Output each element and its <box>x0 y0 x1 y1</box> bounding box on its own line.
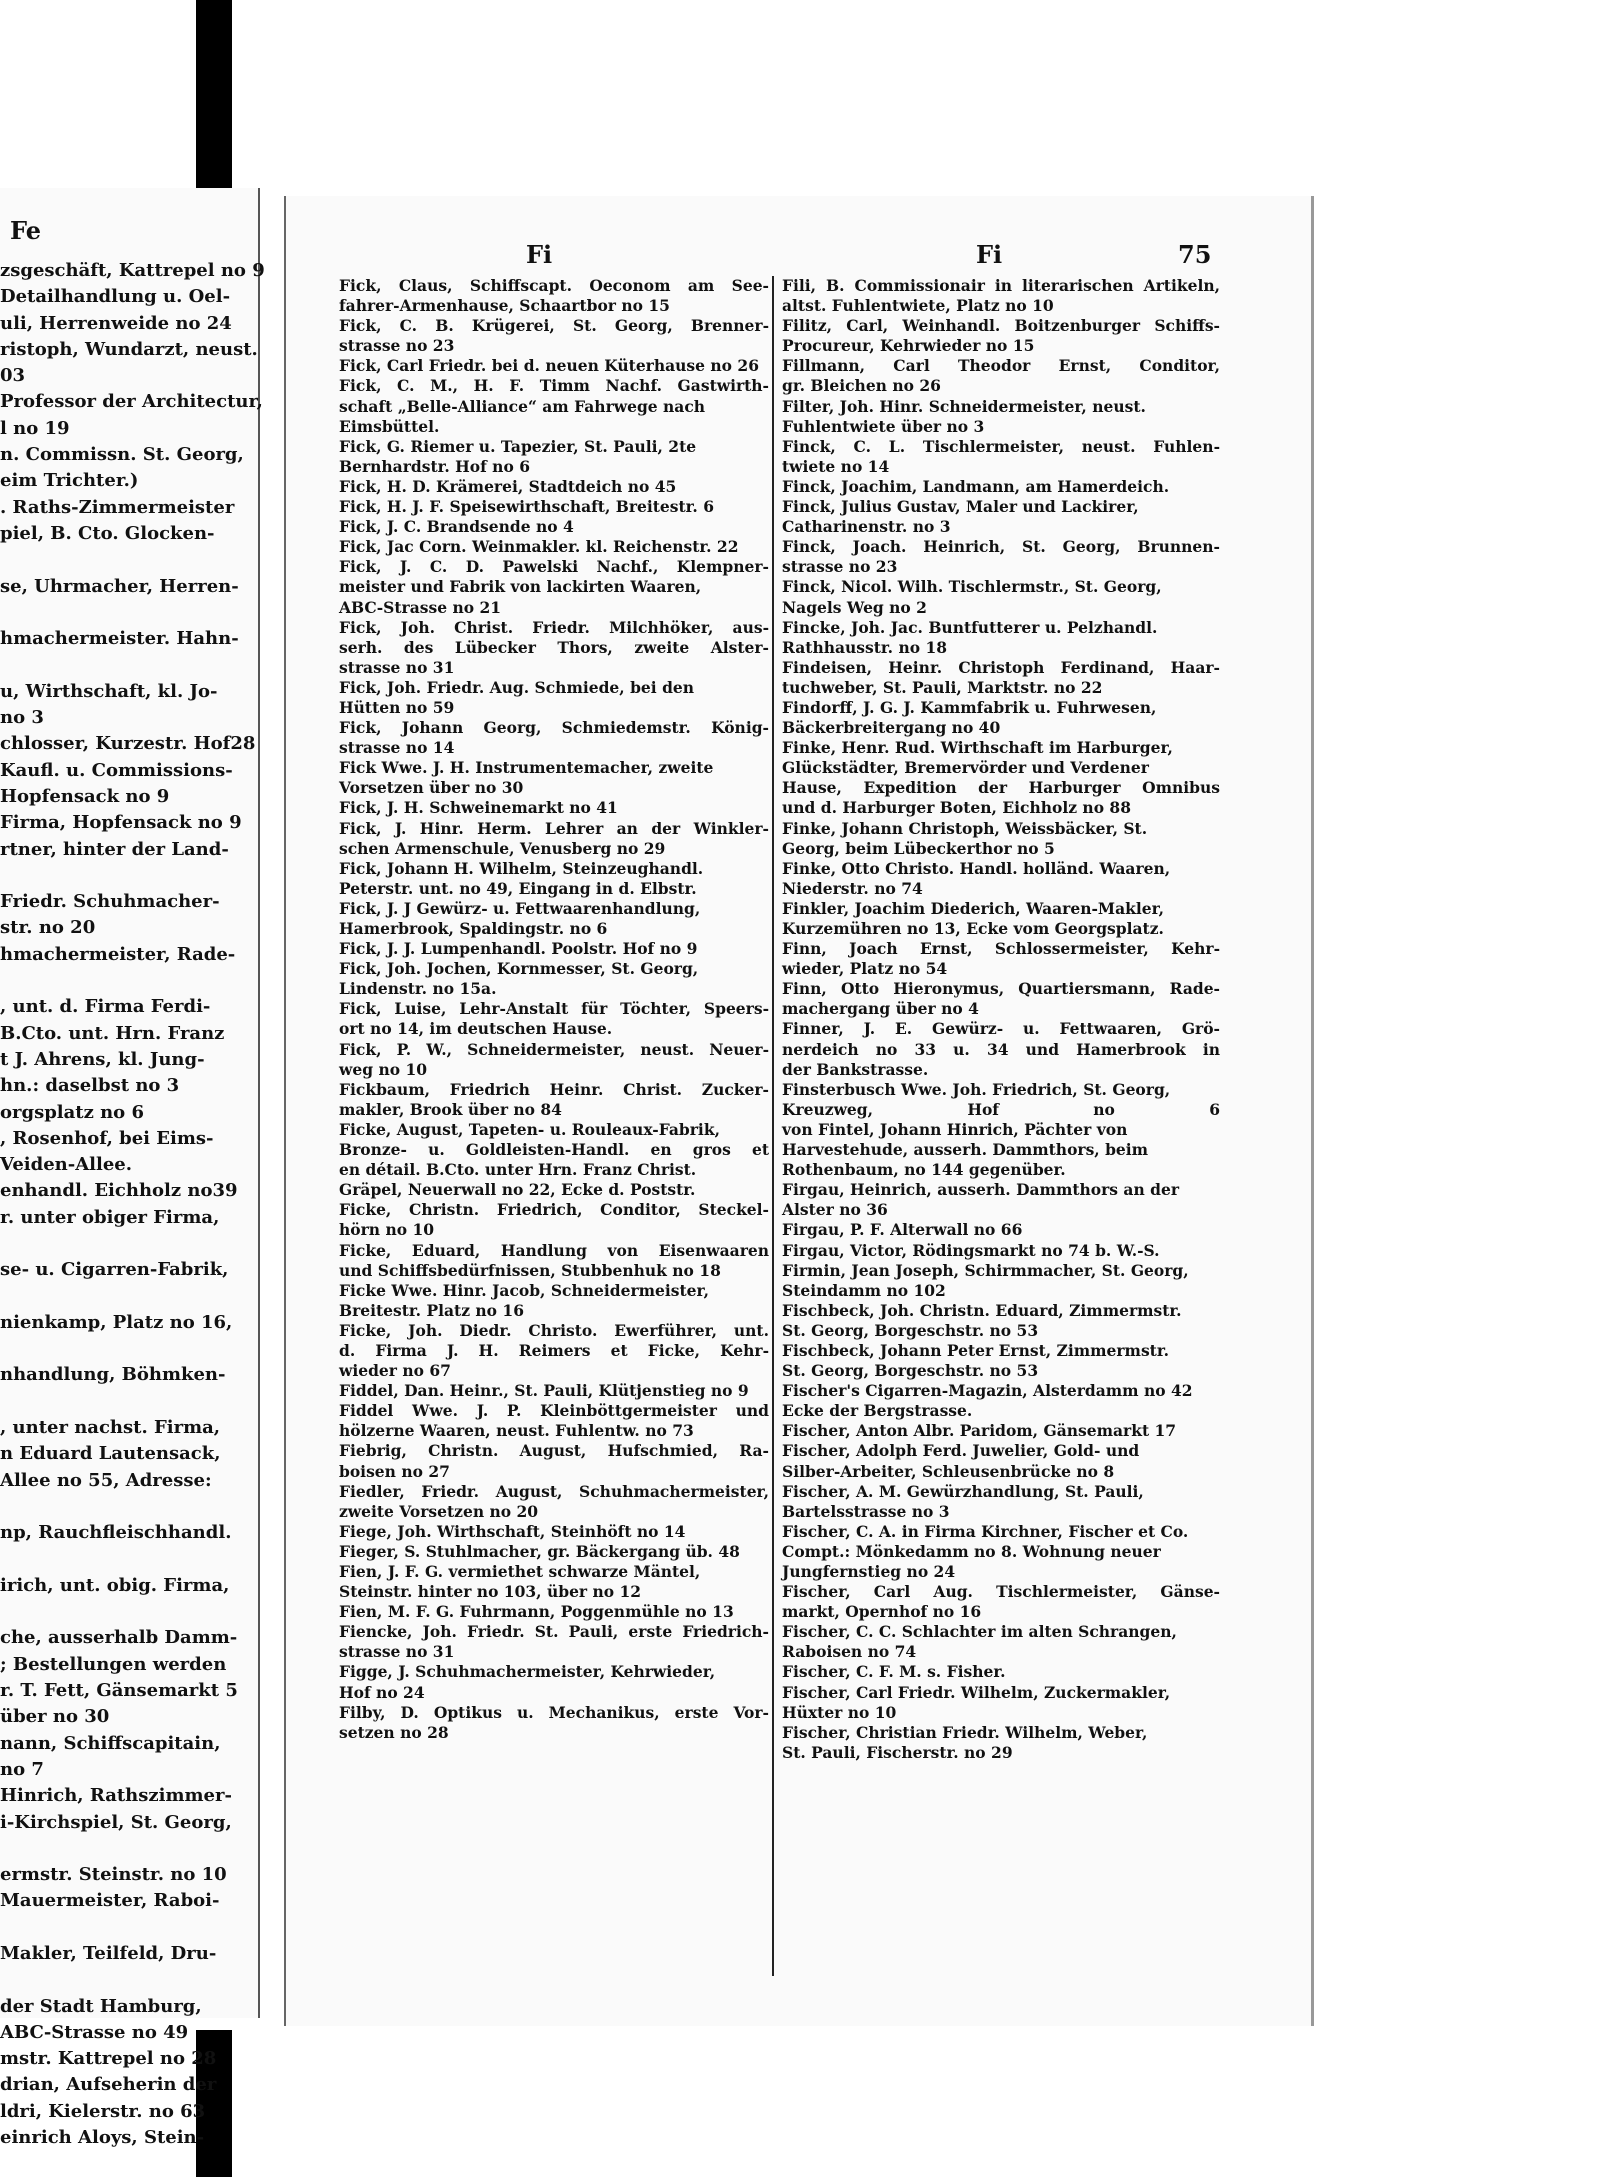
directory-line: Fick, C. M., H. F. Timm Nachf. Gastwirth- <box>339 376 769 396</box>
left-page-line: np, Rauchfleischhandl. <box>0 1522 232 1544</box>
left-page-line: Detailhandlung u. Oel- <box>0 286 231 308</box>
directory-line: Fick, Johann Georg, Schmiedemstr. König- <box>339 718 769 738</box>
left-page-line <box>0 1967 258 1993</box>
left-page-line: t J. Ahrens, kl. Jung- <box>0 1048 205 1070</box>
left-page-line: enhandl. Eichholz no39 <box>0 1180 238 1202</box>
directory-line: Fischbeck, Johann Peter Ernst, Zimmermstr. <box>782 1340 1169 1360</box>
left-page-line: nhandlung, Böhmken- <box>0 1364 226 1386</box>
left-page-line <box>0 1389 258 1415</box>
directory-line: Steindamm no 102 <box>782 1280 946 1300</box>
left-page-line <box>0 547 258 573</box>
directory-line: gr. Bleichen no 26 <box>782 376 941 396</box>
directory-line: Firgau, P. F. Alterwall no 66 <box>782 1220 1023 1240</box>
left-page-line: no 7 <box>0 1758 44 1780</box>
left-page-line: che, ausserhalb Damm- <box>0 1627 238 1649</box>
directory-line: Peterstr. unt. no 49, Eingang in d. Elbstr. <box>339 878 697 898</box>
left-page-line: i-Kirchspiel, St. Georg, <box>0 1811 232 1833</box>
left-page-text <box>0 258 265 2151</box>
directory-line: schen Armenschule, Venusberg no 29 <box>339 838 666 858</box>
directory-line: Fick, G. Riemer u. Tapezier, St. Pauli, 2te <box>339 436 697 456</box>
directory-line: zweite Vorsetzen no 20 <box>339 1501 539 1521</box>
directory-line: Silber-Arbeiter, Schleusenbrücke no 8 <box>782 1461 1115 1481</box>
directory-line: Fili, B. Commissionair in literarischen Artikeln, <box>782 276 1220 295</box>
directory-line: en détail. B.Cto. unter Hrn. Franz Christ. <box>339 1160 697 1180</box>
left-page-line: chlosser, Kurzestr. Hof28 <box>0 733 256 755</box>
directory-column-b <box>782 276 1220 1763</box>
left-page-line: B.Cto. unt. Hrn. Franz <box>0 1022 225 1044</box>
directory-line: Filter, Joh. Hinr. Schneidermeister, neust. <box>782 396 1146 416</box>
directory-line: Niederstr. no 74 <box>782 878 923 898</box>
directory-line: Hütten no 59 <box>339 697 455 717</box>
left-page-line <box>0 968 258 994</box>
directory-line: Kurzemühren no 13, Ecke vom Georgsplatz. <box>782 919 1164 938</box>
left-page-line: Allee no 55, Adresse: <box>0 1469 212 1491</box>
directory-line: Finck, Nicol. Wilh. Tischlermstr., St. Georg, <box>782 577 1162 597</box>
directory-line: tuchweber, St. Pauli, Marktstr. no 22 <box>782 677 1103 697</box>
directory-line: weg no 10 <box>339 1059 428 1079</box>
directory-line: St. Pauli, Fischerstr. no 29 <box>782 1742 1013 1762</box>
directory-line: Fien, J. F. G. vermiethet schwarze Mäntel, <box>339 1562 701 1581</box>
page-number: 75 <box>1178 240 1212 269</box>
left-page-line: Friedr. Schuhmacher- <box>0 891 220 913</box>
directory-line: Fien, M. F. G. Fuhrmann, Poggenmühle no 13 <box>339 1602 734 1622</box>
directory-line: Rothenbaum, no 144 gegenüber. <box>782 1160 1066 1180</box>
directory-line: schaft „Belle-Alliance“ am Fahrwege nach <box>339 396 706 416</box>
directory-line: Fickbaum, Friedrich Heinr. Christ. Zucker- <box>339 1079 769 1099</box>
directory-line: Finke, Johann Christoph, Weissbäcker, St. <box>782 818 1148 838</box>
directory-line: serh. des Lübecker Thors, zweite Alster- <box>339 637 769 657</box>
directory-line: St. Georg, Borgeschstr. no 53 <box>782 1320 1039 1340</box>
directory-line: Fick, J. C. Brandsende no 4 <box>339 517 574 537</box>
directory-line: Finn, Joach Ernst, Schlossermeister, Kehr- <box>782 939 1220 959</box>
column-a-header: Fi <box>526 240 553 269</box>
directory-line: Bäckerbreitergang no 40 <box>782 718 1001 738</box>
directory-line: Finner, J. E. Gewürz- u. Fettwaaren, Grö- <box>782 1019 1220 1039</box>
directory-line: strasse no 23 <box>339 336 455 356</box>
directory-line: Raboisen no 74 <box>782 1642 917 1662</box>
left-page-header: Fe <box>10 216 41 245</box>
left-page-line: . Raths-Zimmermeister <box>0 496 235 518</box>
directory-line: Fick, Joh. Friedr. Aug. Schmiede, bei den <box>339 677 695 697</box>
left-page-line: n Eduard Lautensack, <box>0 1443 221 1465</box>
column-b-header: Fi <box>976 240 1003 269</box>
directory-line: Fiebrig, Christn. August, Hufschmied, Ra- <box>339 1441 769 1461</box>
directory-line: Ficke, Joh. Diedr. Christo. Ewerführer, unt. <box>339 1320 769 1340</box>
directory-line: Fick, P. W., Schneidermeister, neust. Neuer- <box>339 1039 769 1059</box>
directory-line: Fick, Carl Friedr. bei d. neuen Küterhause no 26 <box>339 356 759 376</box>
directory-line: Ficke, Christn. Friedrich, Conditor, Steckel- <box>339 1200 769 1220</box>
directory-line: Filitz, Carl, Weinhandl. Boitzenburger Schiffs- <box>782 316 1220 336</box>
directory-line: Fincke, Joh. Jac. Buntfutterer u. Pelzhandl. <box>782 617 1158 637</box>
directory-line: Fick, Joh. Christ. Friedr. Milchhöker, aus- <box>339 617 769 637</box>
directory-line: Fischer, Christian Friedr. Wilhelm, Weber, <box>782 1722 1148 1742</box>
directory-line: Kreuzweg, Hof no 6 <box>782 1099 1220 1119</box>
left-page-line <box>0 1599 258 1625</box>
left-page-line: , unter nachst. Firma, <box>0 1417 221 1439</box>
left-page-line: ldri, Kielerstr. no 63 <box>0 2100 206 2122</box>
scan-border-right <box>1310 0 1600 2177</box>
left-page-line <box>0 1231 258 1257</box>
directory-line: Hamerbrook, Spaldingstr. no 6 <box>339 919 608 938</box>
directory-line: setzen no 28 <box>339 1722 449 1742</box>
directory-line: Finsterbusch Wwe. Joh. Friedrich, St. Georg, <box>782 1079 1171 1099</box>
directory-line: von Fintel, Johann Hinrich, Pächter von <box>782 1119 1128 1139</box>
directory-line: Lindenstr. no 15a. <box>339 979 497 999</box>
directory-line: Finke, Henr. Rud. Wirthschaft im Harburger, <box>782 738 1173 758</box>
directory-line: Breitestr. Platz no 16 <box>339 1300 524 1320</box>
left-page-line <box>0 1284 258 1310</box>
left-page-line <box>0 1547 258 1573</box>
left-page-line <box>0 863 258 889</box>
left-page-line: zsgeschäft, Kattrepel no 9 <box>0 260 265 281</box>
directory-line: nerdeich no 33 u. 34 und Hamerbrook in <box>782 1039 1220 1059</box>
left-page-line: einrich Aloys, Stein- <box>0 2127 205 2149</box>
left-page-line <box>0 600 258 626</box>
left-page-line <box>0 1494 258 1520</box>
directory-line: Catharinenstr. no 3 <box>782 517 951 537</box>
directory-line: Fuhlentwiete über no 3 <box>782 416 985 436</box>
directory-line: Fischer, Anton Albr. Paridom, Gänsemarkt 17 <box>782 1421 1177 1441</box>
left-page-line: piel, B. Cto. Glocken- <box>0 522 215 544</box>
directory-line: Finck, C. L. Tischlermeister, neust. Fuhlen- <box>782 436 1220 456</box>
directory-line: Fick, H. J. F. Speisewirthschaft, Breitestr. 6 <box>339 497 714 517</box>
directory-line: Bronze- u. Goldleisten-Handl. en gros et <box>339 1140 769 1160</box>
directory-line: Fischer, C. F. M. s. Fisher. <box>782 1662 1006 1682</box>
directory-line: Fischer, C. C. Schlachter im alten Schrangen, <box>782 1622 1177 1642</box>
left-page-line: Firma, Hopfensack no 9 <box>0 812 242 834</box>
left-page-line: str. no 20 <box>0 917 96 939</box>
left-page-line: n. Commissn. St. Georg, <box>0 444 244 466</box>
directory-line: Finck, Joachim, Landmann, am Hamerdeich. <box>782 476 1170 496</box>
binding-clip-top <box>196 0 232 188</box>
directory-line: Fischbeck, Joh. Christn. Eduard, Zimmermstr. <box>782 1300 1182 1320</box>
directory-line: und d. Harburger Boten, Eichholz no 88 <box>782 798 1131 818</box>
directory-line: Georg, beim Lübeckerthor no 5 <box>782 838 1055 858</box>
directory-line: Fiedler, Friedr. August, Schuhmachermeister, <box>339 1481 769 1501</box>
left-page-line: nienkamp, Platz no 16, <box>0 1311 233 1333</box>
left-page-line: drian, Aufseherin der <box>0 2074 217 2096</box>
left-page-line: Professor der Architectur, <box>0 391 263 413</box>
directory-line: Firgau, Heinrich, ausserh. Dammthors an der <box>782 1180 1179 1200</box>
left-page-line: se- u. Cigarren-Fabrik, <box>0 1259 229 1281</box>
left-page-line: Kaufl. u. Commissions- <box>0 759 233 781</box>
directory-line: Firmin, Jean Joseph, Schirmmacher, St. Georg, <box>782 1260 1189 1280</box>
right-page <box>284 196 1314 2026</box>
left-page-line: hmachermeister. Hahn- <box>0 628 239 650</box>
left-page-line: Hopfensack no 9 <box>0 785 170 807</box>
directory-line: Steinstr. hinter no 103, über no 12 <box>339 1582 642 1602</box>
directory-line: Finke, Otto Christo. Handl. holländ. Waaren, <box>782 858 1171 878</box>
directory-line: Fischer, Carl Friedr. Wilhelm, Zuckermakler, <box>782 1682 1171 1702</box>
directory-line: markt, Opernhof no 16 <box>782 1602 982 1622</box>
directory-line: meister und Fabrik von lackirten Waaren, <box>339 577 702 597</box>
left-page-line: l no 19 <box>0 417 70 439</box>
directory-line: ort no 14, im deutschen Hause. <box>339 1019 613 1039</box>
left-page-line: hmachermeister, Rade- <box>0 943 236 965</box>
directory-line: Harvestehude, ausserh. Dammthors, beim <box>782 1140 1149 1160</box>
directory-line: machergang über no 4 <box>782 999 979 1019</box>
directory-line: wieder no 67 <box>339 1361 451 1381</box>
directory-line: Vorsetzen über no 30 <box>339 778 524 798</box>
left-page-line: Mauermeister, Raboi- <box>0 1890 220 1912</box>
directory-line: Fick, J. J Gewürz- u. Fettwaarenhandlung, <box>339 898 701 918</box>
directory-line: ABC-Strasse no 21 <box>339 597 502 617</box>
left-page-line: rtner, hinter der Land- <box>0 838 229 860</box>
directory-line: Finn, Otto Hieronymus, Quartiersmann, Rade- <box>782 979 1220 999</box>
left-page-line: ermstr. Steinstr. no 10 <box>0 1864 227 1886</box>
left-page-line: Hinrich, Rathszimmer- <box>0 1785 232 1807</box>
directory-line: twiete no 14 <box>782 456 890 476</box>
column-divider <box>772 276 774 1976</box>
left-page-line: nann, Schiffscapitain, <box>0 1732 221 1754</box>
directory-line: Findeisen, Heinr. Christoph Ferdinand, Haar- <box>782 657 1220 677</box>
directory-line: Fick, J. H. Schweinemarkt no 41 <box>339 798 618 818</box>
directory-line: Findorff, J. G. J. Kammfabrik u. Fuhrwesen, <box>782 697 1157 717</box>
directory-line: strasse no 14 <box>339 738 455 758</box>
left-page-line: orgsplatz no 6 <box>0 1101 144 1123</box>
left-page-line <box>0 1836 258 1862</box>
directory-line: hörn no 10 <box>339 1220 435 1240</box>
left-page-line: ABC-Strasse no 49 <box>0 2021 189 2043</box>
directory-line: Fick, Luise, Lehr-Anstalt für Töchter, Speers- <box>339 999 769 1019</box>
directory-line: Glückstädter, Bremervörder und Verdener <box>782 758 1149 778</box>
directory-line: Fick, C. B. Krügerei, St. Georg, Brenner- <box>339 316 769 336</box>
directory-line: Ficke, August, Tapeten- u. Rouleaux-Fabrik, <box>339 1119 720 1139</box>
directory-line: Fieger, S. Stuhlmacher, gr. Bäckergang üb. 48 <box>339 1541 740 1561</box>
directory-line: Fillmann, Carl Theodor Ernst, Conditor, <box>782 356 1220 376</box>
directory-line: Finck, Julius Gustav, Maler und Lackirer, <box>782 497 1139 517</box>
directory-line: Fischer, Carl Aug. Tischlermeister, Gänse- <box>782 1582 1220 1602</box>
directory-line: Fischer, Adolph Ferd. Juwelier, Gold- und <box>782 1441 1140 1461</box>
left-page-line: , unt. d. Firma Ferdi- <box>0 996 211 1018</box>
directory-line: Fiddel Wwe. J. P. Kleinböttgermeister und <box>339 1401 769 1421</box>
directory-line: Ficke Wwe. Hinr. Jacob, Schneidermeister, <box>339 1280 709 1300</box>
directory-line: Finkler, Joachim Diederich, Waaren-Makler, <box>782 898 1165 918</box>
directory-line: Bartelsstrasse no 3 <box>782 1501 950 1521</box>
directory-line: strasse no 31 <box>339 657 455 677</box>
directory-line: Gräpel, Neuerwall no 22, Ecke d. Poststr. <box>339 1180 696 1200</box>
directory-line: Fick, H. D. Krämerei, Stadtdeich no 45 <box>339 476 677 496</box>
directory-line: Hause, Expedition der Harburger Omnibus <box>782 778 1220 798</box>
left-page-line: eim Trichter.) <box>0 470 139 492</box>
directory-line: Fick, J. J. Lumpenhandl. Poolstr. Hof no 9 <box>339 939 698 959</box>
directory-line: Fick, Joh. Jochen, Kornmesser, St. Georg, <box>339 959 699 979</box>
left-page-line <box>0 1336 258 1362</box>
directory-line: St. Georg, Borgeschstr. no 53 <box>782 1361 1039 1381</box>
directory-line: Fick, Claus, Schiffscapt. Oeconom am See- <box>339 276 769 295</box>
left-page-line <box>0 1915 258 1941</box>
left-page-line: über no 30 <box>0 1706 110 1728</box>
directory-line: Fick, J. Hinr. Herm. Lehrer an der Winkler- <box>339 818 769 838</box>
directory-line: der Bankstrasse. <box>782 1059 929 1079</box>
left-page-line: Veiden-Allee. <box>0 1154 133 1176</box>
directory-line: strasse no 23 <box>782 557 898 577</box>
directory-line: Fick, Jac Corn. Weinmakler. kl. Reichenstr. 22 <box>339 537 739 557</box>
directory-line: Alster no 36 <box>782 1200 888 1220</box>
directory-line: Jungfernstieg no 24 <box>782 1562 956 1581</box>
directory-line: Fiege, Joh. Wirthschaft, Steinhöft no 14 <box>339 1521 686 1541</box>
directory-line: Hof no 24 <box>339 1682 425 1702</box>
directory-line: fahrer-Armenhause, Schaartbor no 15 <box>339 296 670 316</box>
directory-line: Fischer, A. M. Gewürzhandlung, St. Pauli, <box>782 1481 1144 1501</box>
directory-line: hölzerne Waaren, neust. Fuhlentw. no 73 <box>339 1421 694 1441</box>
left-page-line: irich, unt. obig. Firma, <box>0 1574 230 1596</box>
directory-line: Filby, D. Optikus u. Mechanikus, erste Vor- <box>339 1702 769 1722</box>
left-page-line: r. unter obiger Firma, <box>0 1206 220 1228</box>
left-page-line: der Stadt Hamburg, <box>0 1995 202 2017</box>
left-page-line: uli, Herrenweide no 24 <box>0 312 232 334</box>
directory-line: makler, Brook über no 84 <box>339 1099 562 1119</box>
left-page-line: ristoph, Wundarzt, neust. <box>0 338 258 360</box>
left-page-line: Makler, Teilfeld, Dru- <box>0 1943 217 1964</box>
directory-line: Rathhausstr. no 18 <box>782 637 948 657</box>
directory-line: boisen no 27 <box>339 1461 450 1481</box>
directory-line: Fischer, C. A. in Firma Kirchner, Fischer et Co. <box>782 1521 1189 1541</box>
directory-line: altst. Fuhlentwiete, Platz no 10 <box>782 296 1054 316</box>
directory-line: Fiddel, Dan. Heinr., St. Pauli, Klütjenstieg no 9 <box>339 1381 749 1401</box>
directory-line: Fischer's Cigarren-Magazin, Alsterdamm no 42 <box>782 1381 1193 1401</box>
directory-line: strasse no 31 <box>339 1642 455 1662</box>
directory-line: Compt.: Mönkedamm no 8. Wohnung neuer <box>782 1541 1161 1561</box>
left-page-line: u, Wirthschaft, kl. Jo- <box>0 680 218 702</box>
left-page-line <box>0 652 258 678</box>
left-page-line: , Rosenhof, bei Eims- <box>0 1127 214 1149</box>
directory-line: Fick Wwe. J. H. Instrumentemacher, zweite <box>339 758 714 778</box>
directory-line: Ficke, Eduard, Handlung von Eisenwaaren <box>339 1240 769 1260</box>
left-page-line: hn.: daselbst no 3 <box>0 1075 180 1097</box>
directory-line: Fick, J. C. D. Pawelski Nachf., Klempner- <box>339 557 769 577</box>
directory-line: d. Firma J. H. Reimers et Ficke, Kehr- <box>339 1340 769 1360</box>
left-page-line: mstr. Kattrepel no 28 <box>0 2048 217 2070</box>
directory-line: Firgau, Victor, Rödingsmarkt no 74 b. W.-S. <box>782 1240 1160 1260</box>
directory-line: und Schiffsbedürfnissen, Stubbenhuk no 18 <box>339 1260 721 1280</box>
directory-line: Bernhardstr. Hof no 6 <box>339 456 530 476</box>
directory-line: Eimsbüttel. <box>339 416 440 436</box>
left-page-line: no 3 <box>0 707 44 729</box>
directory-line: Fick, Johann H. Wilhelm, Steinzeughandl. <box>339 858 704 878</box>
left-page-line: 03 <box>0 365 26 387</box>
directory-column-a <box>339 276 769 1743</box>
directory-line: Fiencke, Joh. Friedr. St. Pauli, erste Friedrich- <box>339 1622 769 1642</box>
left-page-line: se, Uhrmacher, Herren- <box>0 575 239 597</box>
directory-line: Ecke der Bergstrasse. <box>782 1401 973 1421</box>
left-page <box>0 188 265 2149</box>
directory-line: Hüxter no 10 <box>782 1702 897 1722</box>
directory-line: Figge, J. Schuhmachermeister, Kehrwieder, <box>339 1662 716 1682</box>
directory-line: Nagels Weg no 2 <box>782 597 927 617</box>
directory-line: Finck, Joach. Heinrich, St. Georg, Brunnen- <box>782 537 1220 557</box>
left-page-line: r. T. Fett, Gänsemarkt 5 <box>0 1680 238 1702</box>
left-page-line: ; Bestellungen werden <box>0 1653 227 1675</box>
directory-line: Procureur, Kehrwieder no 15 <box>782 336 1035 356</box>
directory-line: wieder, Platz no 54 <box>782 959 948 979</box>
